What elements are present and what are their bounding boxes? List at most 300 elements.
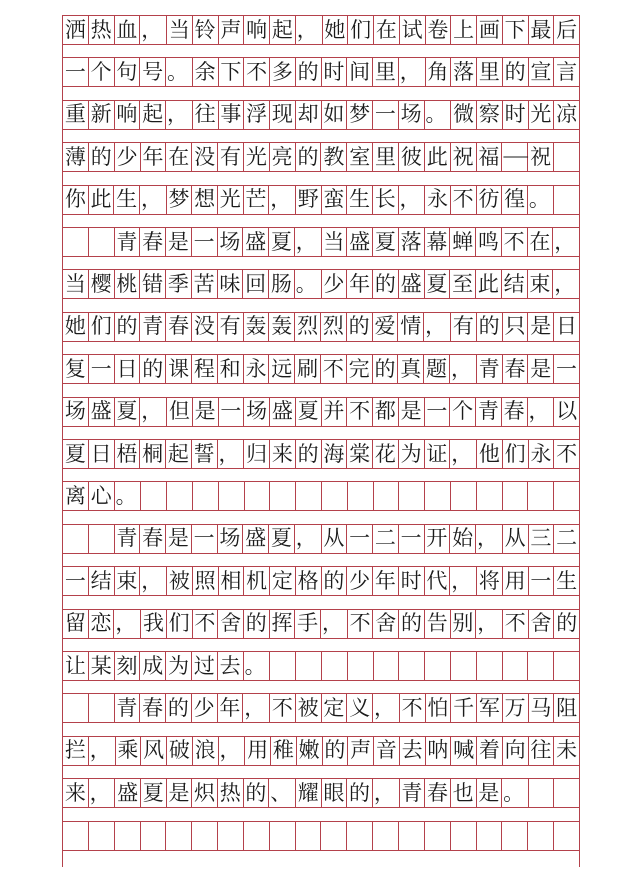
- grid-cell: 是: [528, 355, 554, 383]
- grid-cell: 远: [269, 355, 295, 383]
- grid-cell: [296, 822, 322, 850]
- grid-cell: ，: [219, 737, 246, 765]
- grid-cell: [451, 652, 477, 680]
- grid-cell: 刷: [295, 355, 321, 383]
- grid-cell: 一: [89, 355, 115, 383]
- grid-row: [63, 227, 579, 257]
- grid-cell: 结: [89, 567, 115, 595]
- grid-cell: 将: [477, 567, 503, 595]
- grid-cell: 始: [450, 525, 476, 553]
- grid-cell: 一: [556, 356, 578, 381]
- grid-cell: ，: [114, 610, 141, 638]
- grid-cell: 和: [218, 355, 244, 383]
- grid-cell: 定: [322, 694, 348, 722]
- grid-row: [63, 312, 579, 342]
- grid-cell: 怕: [426, 694, 452, 722]
- grid-cell: 不: [348, 610, 374, 638]
- grid-cell: 当: [63, 270, 89, 298]
- grid-cell: 里: [373, 58, 399, 86]
- grid-cell: 拦: [63, 737, 89, 765]
- grid-cell: 她: [63, 313, 89, 341]
- grid-cell: 烈: [321, 313, 347, 341]
- grid-cell: [322, 482, 348, 510]
- grid-cell: [63, 525, 89, 553]
- grid-cell: 里: [477, 58, 503, 86]
- grid-cell: [89, 228, 115, 256]
- grid-cell: [554, 822, 579, 850]
- grid-cell: 响: [115, 101, 141, 129]
- grid-cell: 个: [450, 398, 476, 426]
- grid-cell: 夏: [425, 270, 451, 298]
- grid-cell: [89, 525, 115, 553]
- grid-cell: 祝: [451, 143, 477, 171]
- grid-cell: 时: [399, 567, 425, 595]
- grid-cell: 是: [166, 525, 192, 553]
- grid-cell: 我: [141, 610, 167, 638]
- grid-cell: 有: [218, 143, 244, 171]
- grid-cell: [554, 186, 579, 214]
- grid-cell: ，: [243, 694, 270, 722]
- grid-cell: 风: [141, 737, 167, 765]
- grid-cell: 日: [115, 355, 141, 383]
- grid-cell: 春: [502, 398, 528, 426]
- grid-cell: 桐: [140, 440, 166, 468]
- grid-cell: ，: [450, 440, 477, 468]
- grid-cell: [348, 482, 374, 510]
- grid-cell: 耀: [296, 779, 322, 807]
- grid-cell: 一: [63, 567, 89, 595]
- grid-cell: 夏: [296, 398, 322, 426]
- grid-cell: [193, 482, 219, 510]
- grid-cell: [166, 822, 192, 850]
- grid-cell: 夏: [63, 440, 89, 468]
- grid-cell: 言: [556, 59, 578, 84]
- grid-cell: 盛: [347, 228, 373, 256]
- grid-cell: 多: [270, 58, 296, 86]
- grid-cell: 真: [398, 355, 424, 383]
- grid-cell: 生: [556, 568, 578, 593]
- grid-cell: 的: [347, 313, 373, 341]
- grid-cell: 归: [244, 440, 270, 468]
- grid-cell: 现: [270, 101, 296, 129]
- grid-cell: 课: [166, 355, 192, 383]
- grid-cell: 日: [556, 314, 578, 339]
- grid-cell: 时: [322, 58, 348, 86]
- grid-cell: ，: [399, 186, 426, 214]
- grid-cell: ，: [554, 271, 576, 296]
- grid-cell: 起: [270, 16, 296, 44]
- grid-cell: 的: [296, 58, 322, 86]
- grid-cell: 热: [89, 16, 115, 44]
- grid-cell: 他: [477, 440, 503, 468]
- grid-cell: 个: [89, 58, 115, 86]
- grid-cell: 声: [348, 737, 374, 765]
- grid-cell: 告: [425, 610, 451, 638]
- grid-cell: 场: [63, 398, 89, 426]
- grid-cell: 喊: [451, 737, 477, 765]
- grid-cell: [63, 228, 89, 256]
- grid-cell: 却: [296, 101, 322, 129]
- grid-cell: 此: [89, 186, 115, 214]
- grid-cell: [141, 482, 167, 510]
- grid-cell: 。: [244, 652, 271, 680]
- grid-cell: 事: [219, 101, 245, 129]
- grid-cell: 不: [270, 694, 296, 722]
- grid-cell: 开: [425, 525, 451, 553]
- grid-cell: 离: [63, 482, 89, 510]
- grid-cell: 浪: [193, 737, 219, 765]
- grid-cell: 场: [399, 101, 425, 129]
- grid-cell: [503, 482, 529, 510]
- grid-cell: 亮: [270, 143, 296, 171]
- grid-row: [63, 142, 579, 172]
- grid-cell: 海: [322, 440, 348, 468]
- grid-cell: 不: [502, 228, 528, 256]
- grid-cell: 下: [503, 16, 529, 44]
- grid-cell: 誓: [192, 440, 218, 468]
- grid-row: [63, 397, 579, 427]
- grid-cell: ，: [140, 567, 167, 595]
- grid-cell: 味: [218, 270, 244, 298]
- grid-cell: 青: [140, 313, 166, 341]
- grid-cell: 的: [244, 779, 270, 807]
- grid-cell: 年: [141, 143, 167, 171]
- grid-cell: ，: [450, 355, 477, 383]
- grid-cell: [528, 822, 554, 850]
- grid-cell: 青: [477, 355, 503, 383]
- grid-cell: 的: [166, 694, 192, 722]
- grid-cell: ，: [476, 610, 503, 638]
- grid-cell: 爱: [373, 313, 399, 341]
- grid-cell: 少: [322, 270, 348, 298]
- grid-cell: 春: [140, 525, 166, 553]
- grid-cell: 不: [503, 610, 529, 638]
- grid-cell: 上: [451, 16, 477, 44]
- grid-cell: 春: [140, 228, 166, 256]
- grid-cell: ，: [528, 398, 555, 426]
- grid-cell: 余: [193, 58, 219, 86]
- grid-cell: 夏: [373, 228, 399, 256]
- grid-cell: 过: [192, 652, 218, 680]
- grid-cell: 音: [374, 737, 400, 765]
- grid-cell: 的: [399, 610, 425, 638]
- grid-cell: 春: [503, 355, 529, 383]
- grid-cell: 福: [477, 143, 503, 171]
- grid-cell: 有: [218, 313, 244, 341]
- grid-cell: 完: [347, 355, 373, 383]
- grid-cell: ，: [295, 228, 322, 256]
- grid-cell: 没: [192, 143, 218, 171]
- grid-row: [63, 354, 579, 384]
- grid-cell: 少: [115, 143, 141, 171]
- grid-cell: 复: [63, 355, 89, 383]
- grid-cell: 的: [322, 567, 348, 595]
- grid-cell: 年: [347, 270, 373, 298]
- grid-cell: 角: [426, 58, 452, 86]
- grid-cell: 照: [193, 567, 219, 595]
- grid-cell: [529, 779, 555, 807]
- grid-cell: 光: [244, 143, 270, 171]
- grid-cell: 往: [193, 101, 219, 129]
- grid-cell: 芒: [244, 186, 270, 214]
- grid-cell: 彼: [399, 143, 425, 171]
- grid-cell: 盛: [243, 228, 269, 256]
- grid-cell: 恋: [89, 610, 115, 638]
- grid-cell: 一: [399, 525, 425, 553]
- grid-cell: 薄: [63, 143, 89, 171]
- grid-cell: 从: [322, 525, 348, 553]
- grid-cell: 当: [167, 16, 193, 44]
- grid-cell: 间: [347, 58, 373, 86]
- grid-cell: [321, 822, 347, 850]
- grid-cell: 机: [244, 567, 270, 595]
- grid-cell: [141, 822, 167, 850]
- grid-cell: 稚: [271, 737, 297, 765]
- grid-cell: 舍: [373, 610, 399, 638]
- grid-cell: 二: [556, 526, 578, 551]
- grid-cell: ，: [424, 313, 451, 341]
- grid-cell: 年: [373, 567, 399, 595]
- grid-cell: 是: [477, 779, 503, 807]
- grid-cell: 重: [63, 101, 89, 129]
- grid-cell: 起: [140, 101, 166, 129]
- grid-cell: 夏: [269, 525, 295, 553]
- grid-cell: [63, 694, 89, 722]
- grid-cell: 留: [63, 610, 89, 638]
- grid-cell: 是: [528, 313, 554, 341]
- grid-cell: 梦: [167, 186, 193, 214]
- manuscript-grid-paper: [62, 15, 580, 867]
- grid-cell: 不: [347, 398, 373, 426]
- grid-cell: 幕: [425, 228, 451, 256]
- grid-cell: 一: [192, 228, 218, 256]
- grid-cell: 此: [425, 143, 451, 171]
- grid-row: [63, 185, 579, 215]
- grid-cell: [425, 822, 451, 850]
- grid-cell: [115, 822, 141, 850]
- grid-cell: 轰: [244, 313, 270, 341]
- grid-cell: 画: [477, 16, 503, 44]
- grid-cell: [503, 652, 529, 680]
- grid-cell: 一: [192, 525, 218, 553]
- grid-cell: 室: [347, 143, 373, 171]
- grid-cell: 来: [270, 440, 296, 468]
- grid-cell: 成: [140, 652, 166, 680]
- grid-cell: 当: [322, 228, 348, 256]
- grid-cell: 永: [244, 355, 270, 383]
- grid-cell: 某: [89, 652, 115, 680]
- grid-cell: 被: [296, 694, 322, 722]
- grid-cell: 为: [399, 440, 425, 468]
- grid-cell: ，: [554, 229, 576, 254]
- grid-cell: 被: [167, 567, 193, 595]
- grid-cell: 心: [89, 482, 115, 510]
- grid-cell: 、: [269, 779, 296, 807]
- grid-cell: 句: [115, 58, 141, 86]
- grid-cell: [373, 822, 399, 850]
- grid-cell: ，: [295, 525, 322, 553]
- grid-cell: 梧: [115, 440, 141, 468]
- grid-cell: 她: [323, 16, 349, 44]
- grid-cell: 的: [323, 737, 349, 765]
- grid-cell: 徨: [502, 186, 528, 214]
- grid-cell: 炽: [192, 779, 218, 807]
- grid-cell: [270, 652, 296, 680]
- grid-cell: 肠: [269, 270, 295, 298]
- grid-cell: 青: [115, 694, 141, 722]
- grid-cell: 祝: [528, 143, 554, 171]
- grid-cell: ——: [502, 143, 528, 171]
- grid-cell: 。: [115, 482, 142, 510]
- grid-cell: [399, 652, 425, 680]
- grid-cell: 热: [218, 779, 244, 807]
- grid-cell: 阻: [556, 695, 578, 720]
- grid-cell: 后: [556, 17, 578, 42]
- grid-cell: 的: [503, 58, 529, 86]
- grid-cell: ，: [166, 101, 193, 129]
- grid-cell: 不: [556, 441, 578, 466]
- grid-cell: 青: [400, 779, 426, 807]
- grid-cell: ，: [373, 779, 400, 807]
- grid-cell: 未: [556, 738, 578, 763]
- grid-cell: 相: [219, 567, 245, 595]
- grid-cell: 证: [425, 440, 451, 468]
- grid-cell: 如: [322, 101, 348, 129]
- grid-cell: 。: [425, 101, 452, 129]
- grid-cell: 一: [425, 398, 451, 426]
- grid-cell: 一: [63, 58, 89, 86]
- grid-cell: 蛮: [322, 186, 348, 214]
- grid-cell: 束: [115, 567, 141, 595]
- grid-cell: 的: [244, 610, 270, 638]
- grid-cell: [554, 779, 579, 807]
- grid-cell: 盛: [399, 270, 425, 298]
- grid-cell: 不: [244, 58, 270, 86]
- grid-cell: 。: [502, 779, 529, 807]
- grid-cell: 微: [451, 101, 477, 129]
- grid-cell: 卷: [426, 16, 452, 44]
- grid-cell: 束: [528, 270, 554, 298]
- grid-cell: 一: [373, 101, 399, 129]
- grid-cell: 青: [115, 228, 141, 256]
- grid-cell: [296, 482, 322, 510]
- grid-cell: ，: [399, 58, 426, 86]
- grid-row: [63, 693, 579, 723]
- grid-cell: [528, 652, 554, 680]
- grid-cell: 三: [529, 525, 555, 553]
- grid-row: [63, 651, 579, 681]
- grid-cell: 的: [140, 355, 166, 383]
- grid-cell: ，: [296, 16, 323, 44]
- grid-cell: [477, 652, 503, 680]
- grid-row: [63, 15, 579, 45]
- grid-cell: 铃: [193, 16, 219, 44]
- grid-cell: 生: [114, 186, 140, 214]
- grid-cell: [554, 652, 579, 680]
- grid-row: [63, 57, 579, 87]
- grid-cell: 永: [529, 440, 555, 468]
- grid-cell: 手: [295, 610, 321, 638]
- grid-cell: 永: [425, 186, 451, 214]
- grid-cell: 去: [218, 652, 244, 680]
- grid-cell: 只: [503, 313, 529, 341]
- grid-cell: 号: [140, 58, 166, 86]
- grid-cell: 嫩: [297, 737, 323, 765]
- grid-cell: 。: [528, 186, 555, 214]
- grid-row: [63, 439, 579, 469]
- grid-cell: [477, 822, 503, 850]
- grid-cell: 是: [193, 398, 219, 426]
- grid-row: [63, 100, 579, 130]
- grid-cell: 里: [373, 143, 399, 171]
- grid-cell: 蝉: [450, 228, 476, 256]
- grid-cell: 不: [400, 694, 426, 722]
- grid-row: [63, 778, 579, 808]
- grid-cell: 为: [166, 652, 192, 680]
- grid-cell: 们: [89, 313, 115, 341]
- grid-cell: [89, 694, 115, 722]
- grid-cell: ，: [140, 398, 167, 426]
- grid-cell: [270, 482, 296, 510]
- grid-cell: 程: [192, 355, 218, 383]
- grid-cell: 的: [296, 440, 322, 468]
- grid-cell: 光: [529, 101, 555, 129]
- grid-cell: 声: [219, 16, 245, 44]
- grid-cell: [322, 652, 348, 680]
- grid-cell: 破: [167, 737, 193, 765]
- grid-cell: 万: [503, 694, 529, 722]
- grid-cell: 最: [529, 16, 555, 44]
- grid-cell: 往: [529, 737, 555, 765]
- grid-cell: 但: [167, 398, 193, 426]
- grid-cell: 情: [398, 313, 424, 341]
- grid-cell: ，: [140, 16, 167, 44]
- grid-cell: ，: [476, 525, 503, 553]
- grid-cell: [296, 652, 322, 680]
- grid-cell: 义: [347, 694, 373, 722]
- grid-cell: 青: [476, 398, 502, 426]
- grid-cell: 下: [219, 58, 245, 86]
- grid-cell: 春: [140, 694, 166, 722]
- grid-cell: 。: [295, 270, 322, 298]
- grid-cell: 在: [528, 228, 554, 256]
- grid-cell: 夏: [141, 779, 167, 807]
- grid-row: [63, 736, 579, 766]
- grid-cell: 。: [166, 58, 193, 86]
- grid-cell: 格: [296, 567, 322, 595]
- grid-cell: ，: [373, 694, 400, 722]
- grid-cell: 试: [400, 16, 426, 44]
- grid-row: [63, 566, 579, 596]
- grid-cell: 教: [321, 143, 347, 171]
- grid-cell: 们: [503, 440, 529, 468]
- grid-cell: 千: [451, 694, 477, 722]
- grid-cell: [399, 822, 425, 850]
- grid-cell: [425, 652, 451, 680]
- grid-cell: 凉: [556, 102, 578, 127]
- grid-cell: 一: [529, 567, 555, 595]
- grid-cell: 花: [373, 440, 399, 468]
- grid-cell: [347, 822, 373, 850]
- grid-cell: 察: [477, 101, 503, 129]
- grid-cell: ，: [269, 186, 296, 214]
- grid-cell: 的: [296, 143, 322, 171]
- grid-row: [63, 821, 579, 851]
- grid-cell: 光: [218, 186, 244, 214]
- grid-cell: 去: [400, 737, 426, 765]
- grid-cell: [502, 822, 528, 850]
- grid-cell: [451, 482, 477, 510]
